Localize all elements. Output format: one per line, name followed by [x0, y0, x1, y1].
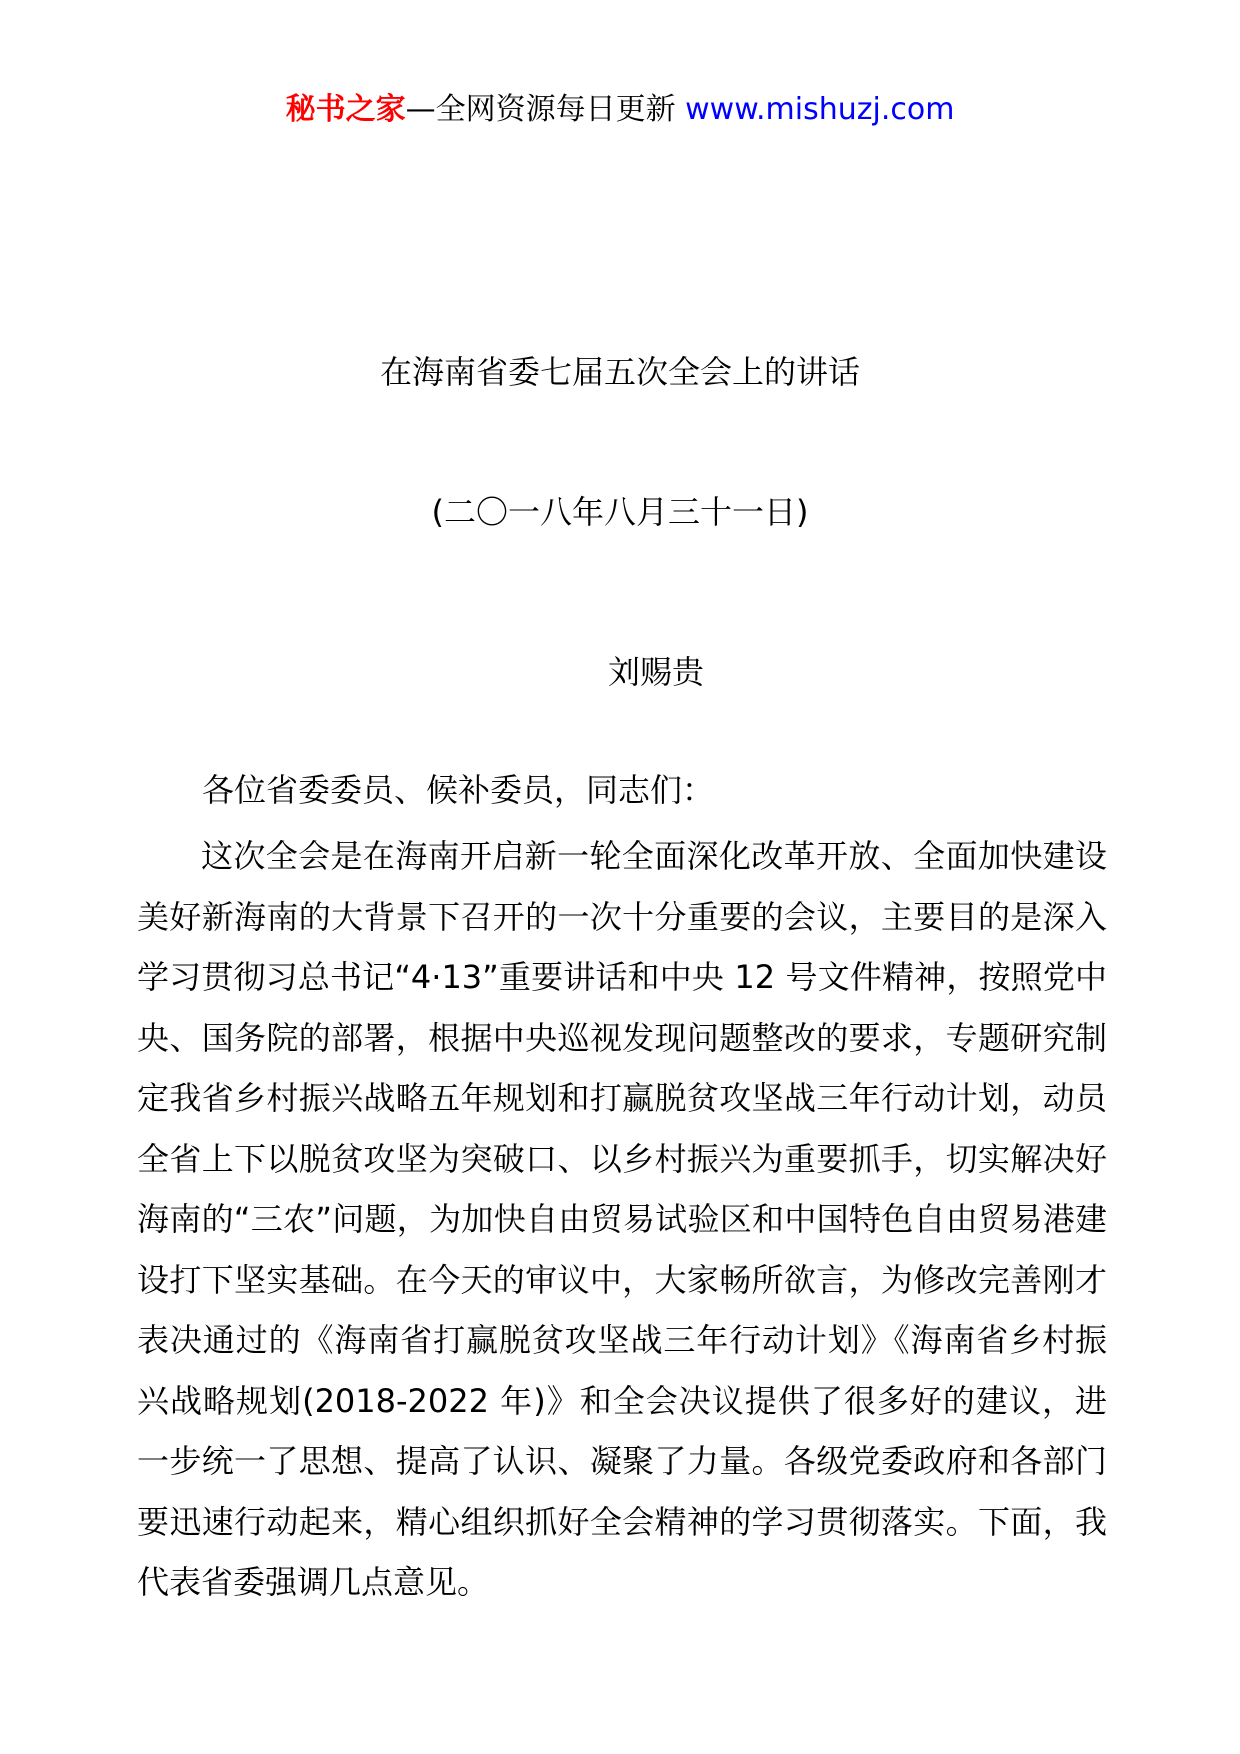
site-brand: 秘书之家	[285, 92, 406, 127]
document-author: 刘赐贵	[608, 653, 705, 691]
site-header	[0, 88, 1240, 132]
site-url-link[interactable]: www.mishuzj.com	[685, 92, 955, 127]
site-slogan: —全网资源每日更新	[405, 92, 686, 127]
body-paragraph: 这次全会是在海南开启新一轮全面深化改革开放、全面加快建设美好新海南的大背景下召开的一次十分重要的会议，主要目的是深入学习贯彻习总书记“4·13”重要讲话和中央 12 号文件精神，按照党中央、国务院的部署，根据中央巡视发现问题整改的要求，专题研究制定我省乡村振兴战略五年规划和打赢脱贫攻坚战三年行动计划，动员全省上下以脱贫攻坚为突破口、以乡村振兴为重要抓手，切实解决好海南的“三农”问题，为加快自由贸易试验区和中国特色自由贸易港建设打下坚实基础。在今天的审议中，大家畅所欲言，为修改完善刚才表决通过的《海南省打赢脱贫攻坚战三年行动计划》《海南省乡村振兴战略规划(2018-2022 年)》和全会决议提供了很多好的建议，进一步统一了思想、提高了认识、凝聚了力量。各级党委政府和各部门要迅速行动起来，精心组织抓好全会精神的学习贯彻落实。下面，我代表省委强调几点意见。	[137, 837, 1107, 1601]
document-salutation: 各位省委委员、候补委员，同志们：	[202, 771, 715, 809]
document-title: 在海南省委七届五次全会上的讲话	[379, 353, 860, 391]
document-date: (二〇一八年八月三十一日)	[431, 493, 809, 531]
